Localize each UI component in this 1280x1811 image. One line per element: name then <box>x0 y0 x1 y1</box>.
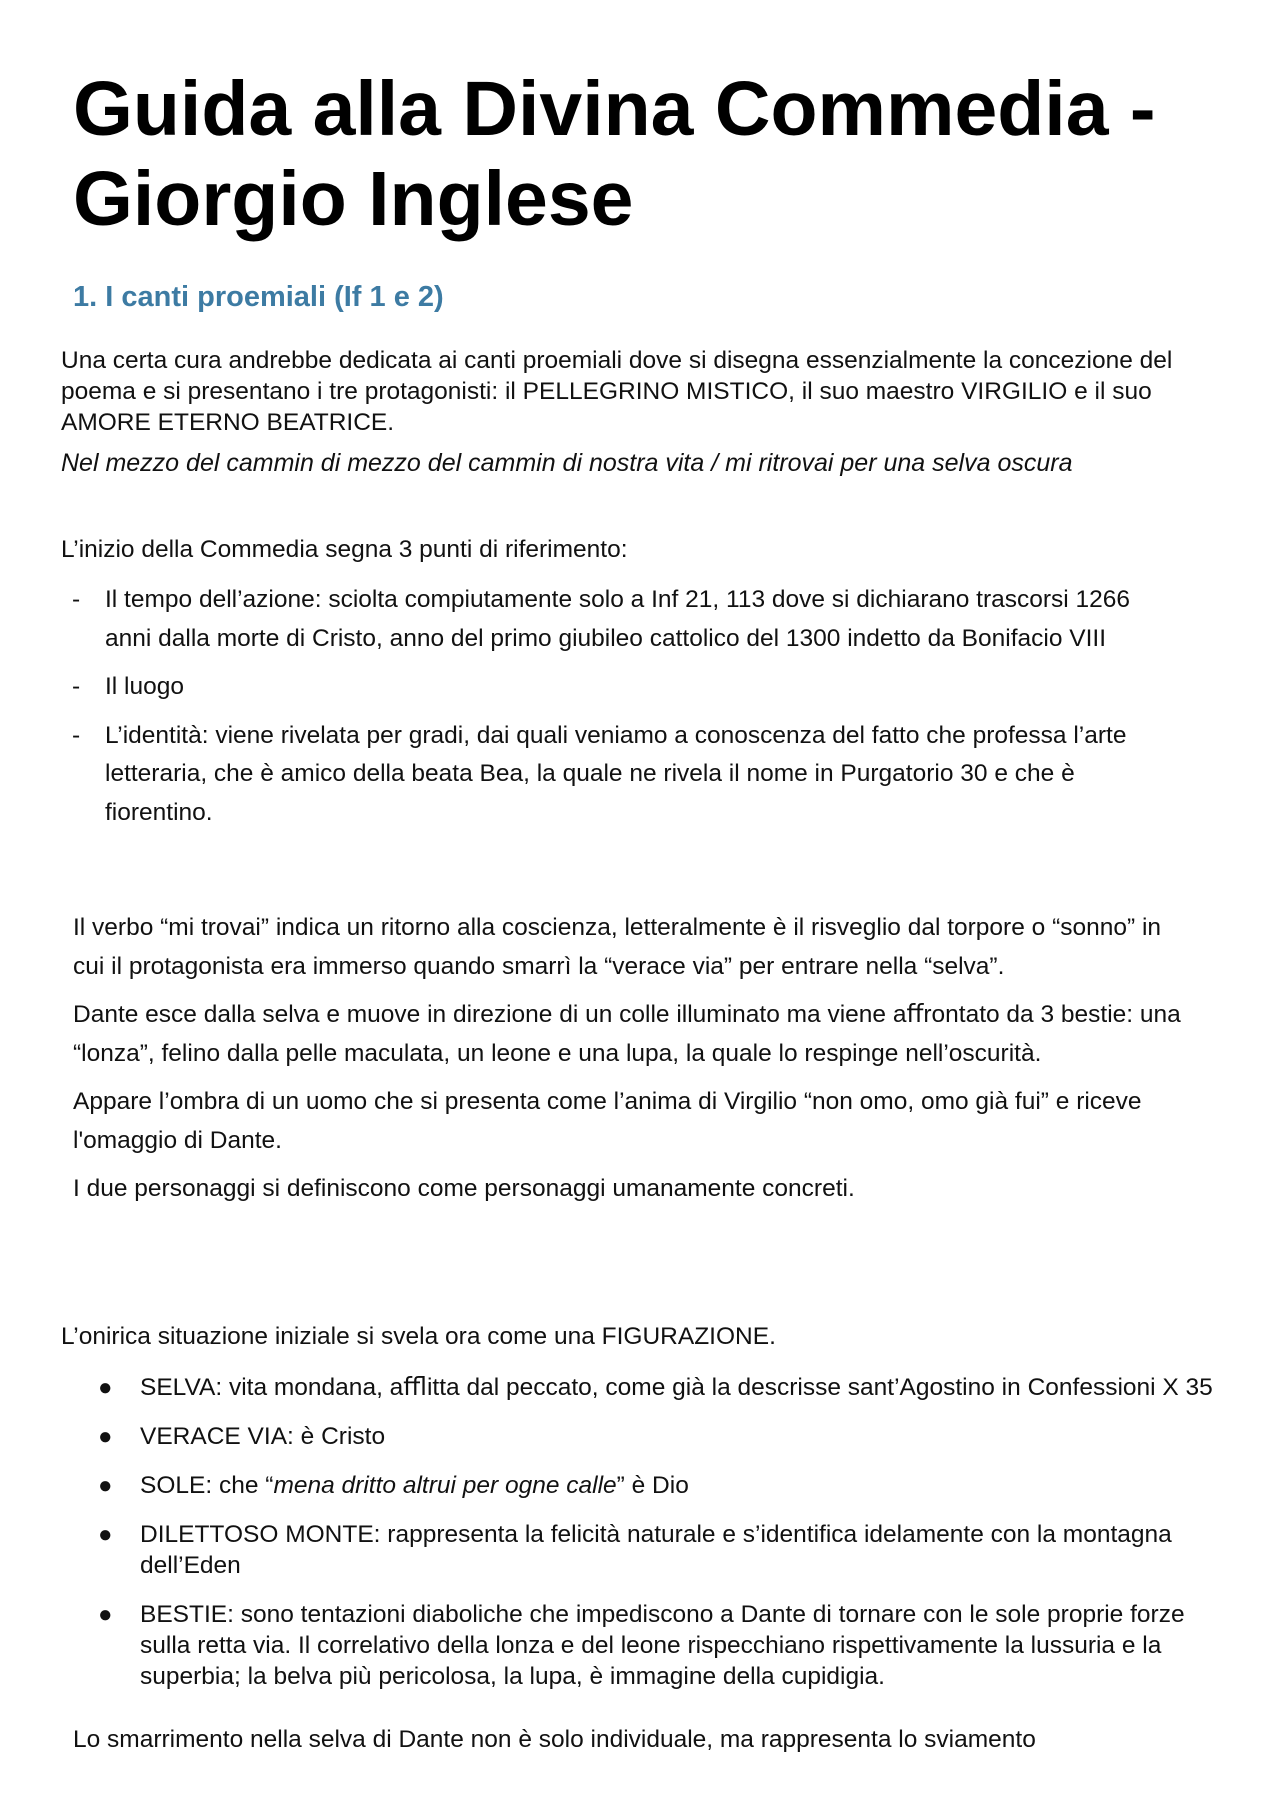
reference-point-time: Il tempo dell’azione: sciolta compiutamente solo a Inf 21, 113 dove si dichiarano trascorsi 1266 anni dalla morte di Cristo, anno del primo giubileo cattolico del 1300 indetto da Bonifacio VIII <box>105 586 1131 652</box>
list-item <box>72 717 1182 833</box>
bullet-icon: ● <box>98 1374 113 1401</box>
dash-marker: - <box>72 586 81 613</box>
list-item <box>98 1599 1238 1692</box>
list-item <box>98 1372 1238 1403</box>
reference-point-place: Il luogo <box>105 673 185 700</box>
paragraph-personaggi: I due personaggi si definiscono come personaggi umanamente concreti. <box>73 1175 855 1202</box>
body-paragraphs <box>73 909 1183 1219</box>
list-item <box>72 668 1182 707</box>
paragraph-bestie: Dante esce dalla selva e muove in direzione di un colle illuminato ma viene aﬀrontato da 3 bestie: una “lonza”, felino dalla pelle maculata, un leone e una lupa, la quale lo respinge nell’oscurità. <box>73 1001 1181 1067</box>
figure-bestie: BESTIE: sono tentazioni diaboliche che impediscono a Dante di tornare con le sole proprie forze sulla retta via. Il correlativo della lonza e del leone rispecchiano rispettivamente la lussuria e la superbia; la belva più pericolosa, la lupa, è immagine della cupidigia. <box>140 1601 1185 1690</box>
reference-point-identity: L’identità: viene rivelata per gradi, dai quali veniamo a conoscenza del fatto che professa l’arte letteraria, che è amico della beata Bea, la quale ne rivela il nome in Purgatorio 30 e che è fiorentino. <box>105 721 1127 826</box>
document-title: Guida alla Divina Commedia - Giorgio Inglese <box>73 66 1156 242</box>
intro-paragraph: Una certa cura andrebbe dedicata ai canti proemiali dove si disegna essenzialmente la concezione del poema e si presentano i tre protagonisti: il PELLEGRINO MISTICO, il suo maestro VIRGILIO e il suo AMORE ETERNO BEATRICE. <box>61 347 1173 436</box>
list-item <box>98 1470 1238 1501</box>
paragraph-virgilio: Appare l’ombra di un uomo che si presenta come l’anima di Virgilio “non omo, omo già fui” e riceve l'omaggio di Dante. <box>73 1088 1142 1154</box>
section-heading: 1. I canti proemiali (If 1 e 2) <box>73 281 444 313</box>
bullet-icon: ● <box>98 1423 113 1450</box>
figurazione-intro: L’onirica situazione iniziale si svela ora come una FIGURAZIONE. <box>61 1323 776 1350</box>
paragraph-mi-trovai: Il verbo “mi trovai” indica un ritorno alla coscienza, letteralmente è il risveglio dal torpore o “sonno” in cui il protagonista era immerso quando smarrì la “verace via” per entrare nella “selva”. <box>73 914 1162 980</box>
figure-sole-suffix: ” è Dio <box>616 1472 689 1499</box>
bullet-icon: ● <box>98 1472 113 1499</box>
closing-paragraph: Lo smarrimento nella selva di Dante non è solo individuale, ma rappresenta lo sviamento <box>73 1726 1036 1753</box>
figure-sole-quote: mena dritto altrui per ogne calle <box>273 1472 617 1499</box>
dash-marker: - <box>72 673 81 700</box>
figurazione-list <box>98 1372 1238 1710</box>
figure-sole-prefix: SOLE: che “ <box>140 1472 274 1499</box>
list-item <box>98 1519 1238 1581</box>
figure-sole <box>140 1472 689 1499</box>
opening-verse-quote: Nel mezzo del cammin di mezzo del cammin di nostra vita / mi ritrovai per una selva oscura <box>61 449 1073 477</box>
figure-verace-via: VERACE VIA: è Cristo <box>140 1423 386 1450</box>
reference-points-list <box>72 581 1182 842</box>
figure-selva: SELVA: vita mondana, aﬄitta dal peccato, come già la descrisse sant’Agostino in Confessioni X 35 <box>140 1374 1213 1401</box>
reference-points-intro: L’inizio della Commedia segna 3 punti di riferimento: <box>61 536 628 563</box>
bullet-icon: ● <box>98 1521 113 1548</box>
list-item <box>98 1421 1238 1452</box>
list-item <box>72 581 1182 658</box>
figure-dilettoso-monte: DILETTOSO MONTE: rappresenta la felicità naturale e s’identifica idelamente con la montagna dell’Eden <box>140 1521 1172 1579</box>
dash-marker: - <box>72 721 81 749</box>
bullet-icon: ● <box>98 1601 113 1628</box>
